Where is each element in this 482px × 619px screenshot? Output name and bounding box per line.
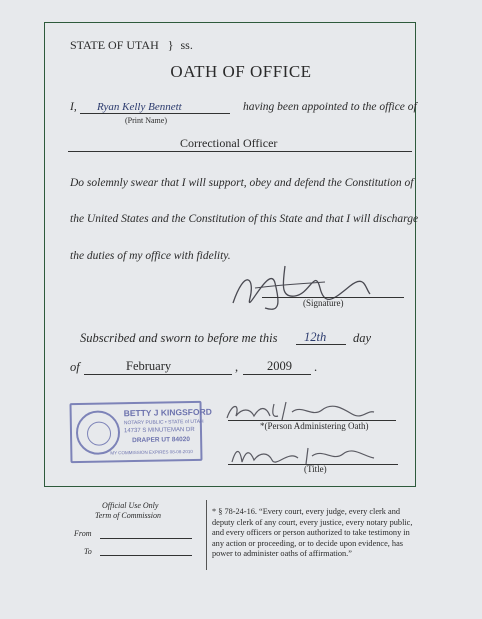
from-field[interactable]	[100, 538, 192, 539]
state-label: STATE OF UTAH	[70, 38, 159, 52]
stamp-line-2: 14737 S MINUTEMAN DR	[123, 426, 195, 435]
printed-name: Ryan Kelly Bennett	[97, 101, 182, 113]
to-label: To	[84, 547, 92, 556]
of-label: of	[70, 360, 80, 374]
office-underline	[68, 151, 412, 152]
sworn-comma: ,	[235, 360, 239, 374]
stamp-line-3: DRAPER UT 84020	[132, 436, 191, 445]
signature-caption: (Signature)	[303, 298, 344, 308]
name-underline	[80, 113, 230, 114]
from-label: From	[74, 529, 92, 538]
notary-stamp	[69, 401, 212, 463]
oath-line-1: Do solemnly swear that I will support, obey and defend the Constitution of	[70, 177, 414, 189]
state-header	[70, 38, 193, 53]
print-name-caption: (Print Name)	[125, 116, 167, 125]
sworn-prefix: Subscribed and sworn to before me this	[80, 331, 278, 345]
sworn-day: 12th	[304, 330, 327, 344]
appointed-text: having been appointed to the office of	[243, 101, 417, 113]
stamp-line-4: MY COMMISSION EXPIRES 08-08-2010	[110, 449, 193, 456]
brace: }	[167, 38, 174, 52]
term-of-commission-heading: Term of Commission	[95, 511, 161, 520]
year-underline	[243, 374, 311, 375]
stamp-line-1: NOTARY PUBLIC • STATE of UTAH	[123, 418, 204, 427]
sworn-period: .	[314, 360, 318, 374]
title-caption: (Title)	[304, 464, 327, 474]
title-signature-scribble	[228, 444, 378, 470]
state-seal-icon	[76, 410, 121, 455]
sworn-month: February	[126, 359, 172, 373]
i-label: I,	[70, 101, 77, 113]
footnote-divider	[206, 500, 207, 570]
form-title: OATH OF OFFICE	[170, 62, 312, 81]
oath-line-3: the duties of my office with fidelity.	[70, 250, 231, 262]
day-word: day	[353, 331, 372, 345]
to-field[interactable]	[100, 555, 192, 556]
stamp-name: BETTY J KINGSFORD	[123, 406, 212, 419]
signature-scribble	[225, 258, 375, 318]
administering-caption: *(Person Administering Oath)	[260, 421, 369, 431]
ss-label: ss.	[180, 38, 193, 52]
official-use-heading: Official Use Only	[102, 501, 159, 510]
footnote-text: * § 78-24-16. “Every court, every judge, every clerk and deputy clerk of any court, every justice, every notary public, and every officers or person authorized to take testimony in any action or proceeding, or to decide upon evidence, has power to administer oaths of affirmation.”	[212, 507, 413, 558]
sworn-year: 2009	[267, 359, 292, 373]
office-title: Correctional Officer	[180, 136, 278, 150]
oath-line-2: the United States and the Constitution of this State and that I will discharge	[70, 213, 419, 225]
month-underline	[84, 374, 232, 375]
